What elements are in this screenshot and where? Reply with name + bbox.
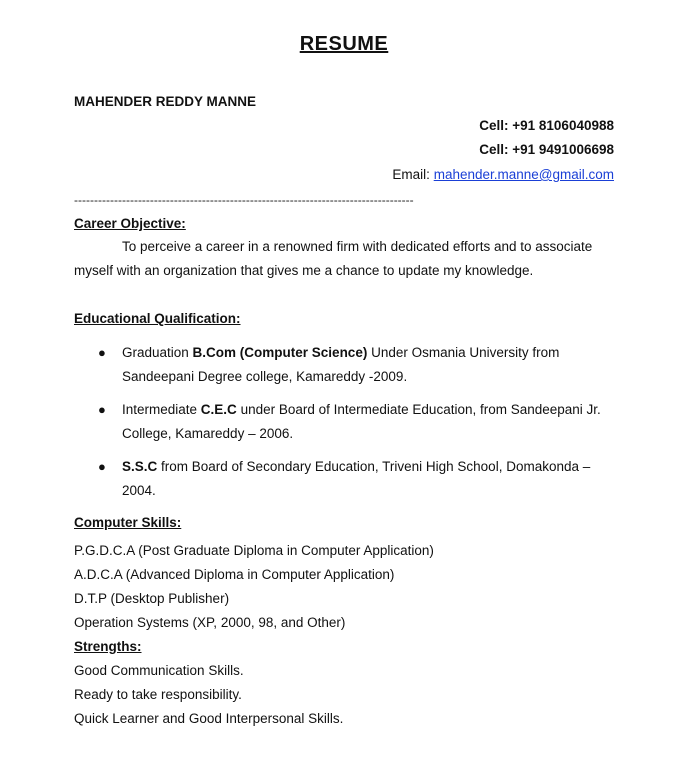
education-item bbox=[122, 341, 614, 389]
strength-item: Quick Learner and Good Interpersonal Skills. bbox=[74, 711, 344, 726]
skill-item: Operation Systems (XP, 2000, 98, and Other) bbox=[74, 615, 346, 630]
skill-item: P.G.D.C.A (Post Graduate Diploma in Computer Application) bbox=[74, 543, 434, 558]
education-item bbox=[122, 398, 614, 446]
strengths-heading: Strengths: bbox=[74, 639, 142, 654]
bullet-icon: ● bbox=[98, 345, 106, 360]
page-title: RESUME bbox=[299, 33, 389, 55]
bullet-icon: ● bbox=[98, 402, 106, 417]
education-item bbox=[122, 455, 614, 503]
email-link[interactable]: mahender.manne@gmail.com bbox=[433, 167, 614, 182]
education-item-degree: B.Com (Computer Science) bbox=[192, 345, 368, 360]
career-objective-text: To perceive a career in a renowned firm with dedicated efforts and to associate myself with an organization that gives me a chance to update my knowledge. bbox=[74, 239, 593, 278]
cell-number-1: Cell: +91 8106040988 bbox=[479, 118, 614, 133]
skill-item: D.T.P (Desktop Publisher) bbox=[74, 591, 230, 606]
education-item-post: Under Osmania University from Sandeepani Degree college, Kamareddy -2009. bbox=[122, 345, 560, 384]
bullet-icon: ● bbox=[98, 459, 106, 474]
candidate-name: MAHENDER REDDY MANNE bbox=[74, 94, 257, 109]
strength-item: Ready to take responsibility. bbox=[74, 687, 242, 702]
computer-skills-heading: Computer Skills: bbox=[74, 515, 182, 530]
education-item-degree: S.S.C bbox=[122, 459, 158, 474]
education-item-pre: Intermediate bbox=[122, 402, 201, 417]
education-item-post: under Board of Intermediate Education, from Sandeepani Jr. College, Kamareddy – 2006. bbox=[122, 402, 601, 441]
education-item-degree: C.E.C bbox=[200, 402, 237, 417]
career-objective-heading: Career Objective: bbox=[74, 216, 186, 231]
education-item-post: from Board of Secondary Education, Triveni High School, Domakonda – 2004. bbox=[122, 459, 591, 498]
skill-item: A.D.C.A (Advanced Diploma in Computer Application) bbox=[74, 567, 395, 582]
cell-number-2: Cell: +91 9491006698 bbox=[479, 142, 614, 157]
education-heading: Educational Qualification: bbox=[74, 311, 241, 326]
strength-item: Good Communication Skills. bbox=[74, 663, 244, 678]
separator-line: ------------------------------------------------------------------------------------- bbox=[74, 193, 414, 207]
email-line bbox=[392, 167, 614, 182]
email-label: Email: bbox=[392, 167, 430, 182]
education-item-pre: Graduation bbox=[122, 345, 193, 360]
